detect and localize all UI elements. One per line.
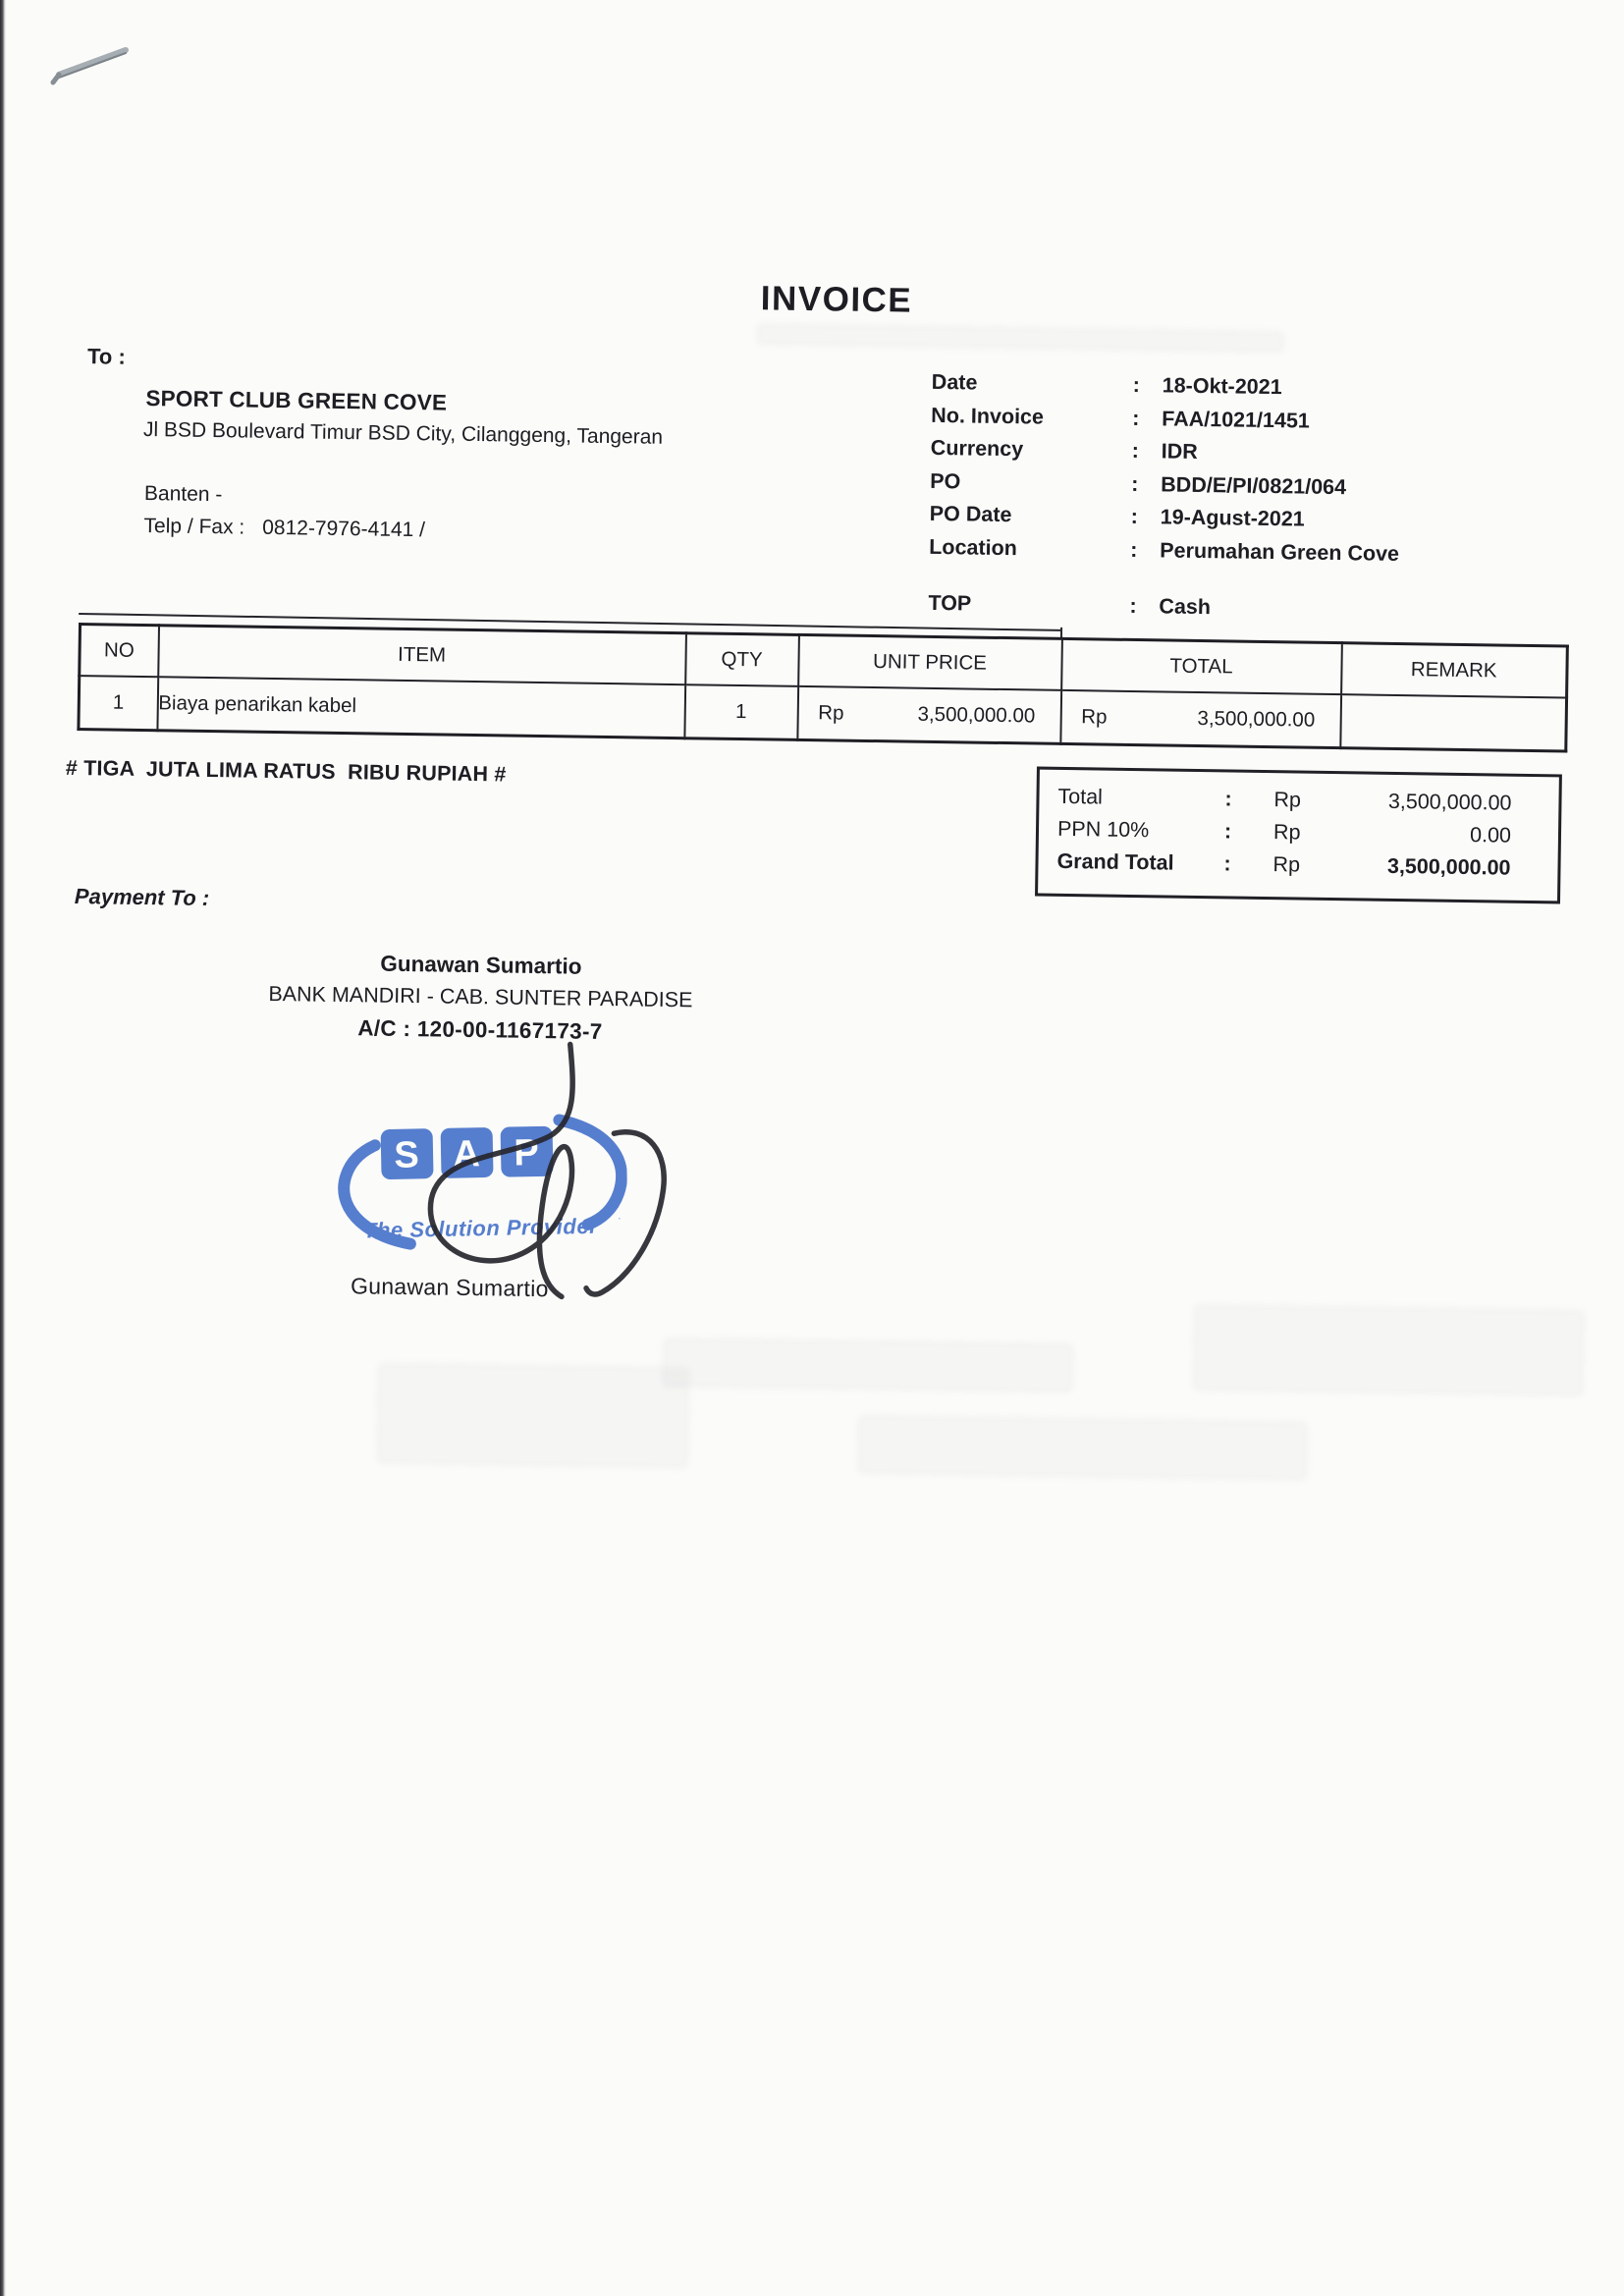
item-remark [1340,694,1567,751]
col-header-item: ITEM [158,626,686,684]
currency-symbol: Rp [1081,705,1108,729]
total-colon: : [1224,787,1232,811]
top-label: TOP [928,590,972,616]
amount-in-words: # TIGA JUTA LIMA RATUS RIBU RUPIAH # [65,755,507,787]
recipient-phone-line [143,515,425,542]
item-total-cell [1060,690,1341,748]
staple [47,37,140,91]
stamp-letter: A [452,1133,481,1175]
stamp-tagline: The Solution Provider [362,1213,599,1243]
invoice-meta-block [929,366,1560,573]
stamp-tm-mark: . [618,1211,622,1223]
meta-value: FAA/1021/1451 [1162,406,1311,433]
meta-label: PO [930,468,961,493]
unit-price-value: 3,500,000.00 [917,702,1036,728]
total-label: Total [1057,784,1104,809]
meta-colon: : [1130,537,1138,562]
currency-symbol: Rp [818,701,844,725]
meta-colon: : [1131,438,1140,464]
items-table [77,623,1568,753]
meta-label: Location [929,534,1018,560]
meta-label: PO Date [929,501,1012,527]
grand-total-value: 3,500,000.00 [1386,853,1511,880]
meta-colon: : [1132,372,1141,398]
payee-name: Gunawan Sumartio [380,951,582,979]
grand-total-row [1038,846,1557,886]
phone-value: 0812-7976-4141 / [262,516,426,542]
col-header-unit-price: UNIT PRICE [798,634,1062,689]
signer-name: Gunawan Sumartio [350,1273,549,1302]
payment-to-label: Payment To : [74,884,210,911]
payee-block [223,945,738,1050]
stamp-letter: S [394,1134,420,1176]
meta-colon: : [1130,504,1139,529]
meta-value: BDD/E/PI/0821/064 [1161,471,1347,499]
invoice-title: INVOICE [760,279,913,320]
totals-box [1035,767,1562,904]
item-qty: 1 [684,684,798,739]
col-header-remark: REMARK [1341,643,1568,698]
payee-bank: BANK MANDIRI - CAB. SUNTER PARADISE [268,981,693,1012]
recipient-region: Banten - [143,482,223,507]
item-no: 1 [79,676,158,731]
stamp-letter: P [513,1131,540,1175]
bleed-through-smudge [856,1414,1309,1482]
payee-account-number: A/C : 120-00-1167173-7 [357,1015,603,1044]
top-value: Cash [1159,594,1212,620]
currency-symbol: Rp [1273,788,1302,812]
recipient-address: Jl BSD Boulevard Timur BSD City, Cilanggeng, Tangeran [142,417,664,449]
col-header-no: NO [80,625,159,678]
top-colon: : [1129,593,1137,619]
currency-symbol: Rp [1272,820,1301,845]
bleed-through-smudge [755,322,1285,354]
scan-edge-shadow [0,0,6,2296]
grand-total-colon: : [1223,851,1231,876]
total-value: 3,500,000.00 [1387,789,1512,815]
phone-label: Telp / Fax : [143,515,245,539]
bleed-through-smudge [1192,1303,1586,1397]
meta-colon: : [1132,406,1140,430]
total-value: 3,500,000.00 [1197,706,1316,732]
meta-label: Currency [930,435,1024,462]
meta-value: Perumahan Green Cove [1160,537,1400,566]
recipient-name: SPORT CLUB GREEN COVE [145,386,448,415]
ppn-label: PPN 10% [1056,816,1150,843]
terms-of-payment-row [928,591,1556,625]
meta-label: Date [931,369,978,395]
item-unit-price-cell [797,686,1061,743]
meta-value: 18-Okt-2021 [1162,373,1282,400]
currency-symbol: Rp [1272,852,1301,877]
recipient-label: To : [86,344,126,369]
ppn-colon: : [1223,819,1232,844]
meta-value: IDR [1161,439,1198,464]
col-header-qty: QTY [685,633,799,686]
meta-colon: : [1131,471,1139,496]
bleed-through-smudge [662,1337,1075,1394]
ppn-value: 0.00 [1469,823,1512,847]
bleed-through-smudge [375,1362,691,1470]
col-header-total: TOTAL [1061,638,1342,694]
meta-label: No. Invoice [931,403,1045,429]
grand-total-label: Grand Total [1056,848,1174,875]
meta-value: 19-Agust-2021 [1160,505,1305,531]
item-description: Biaya penarikan kabel [157,677,685,738]
